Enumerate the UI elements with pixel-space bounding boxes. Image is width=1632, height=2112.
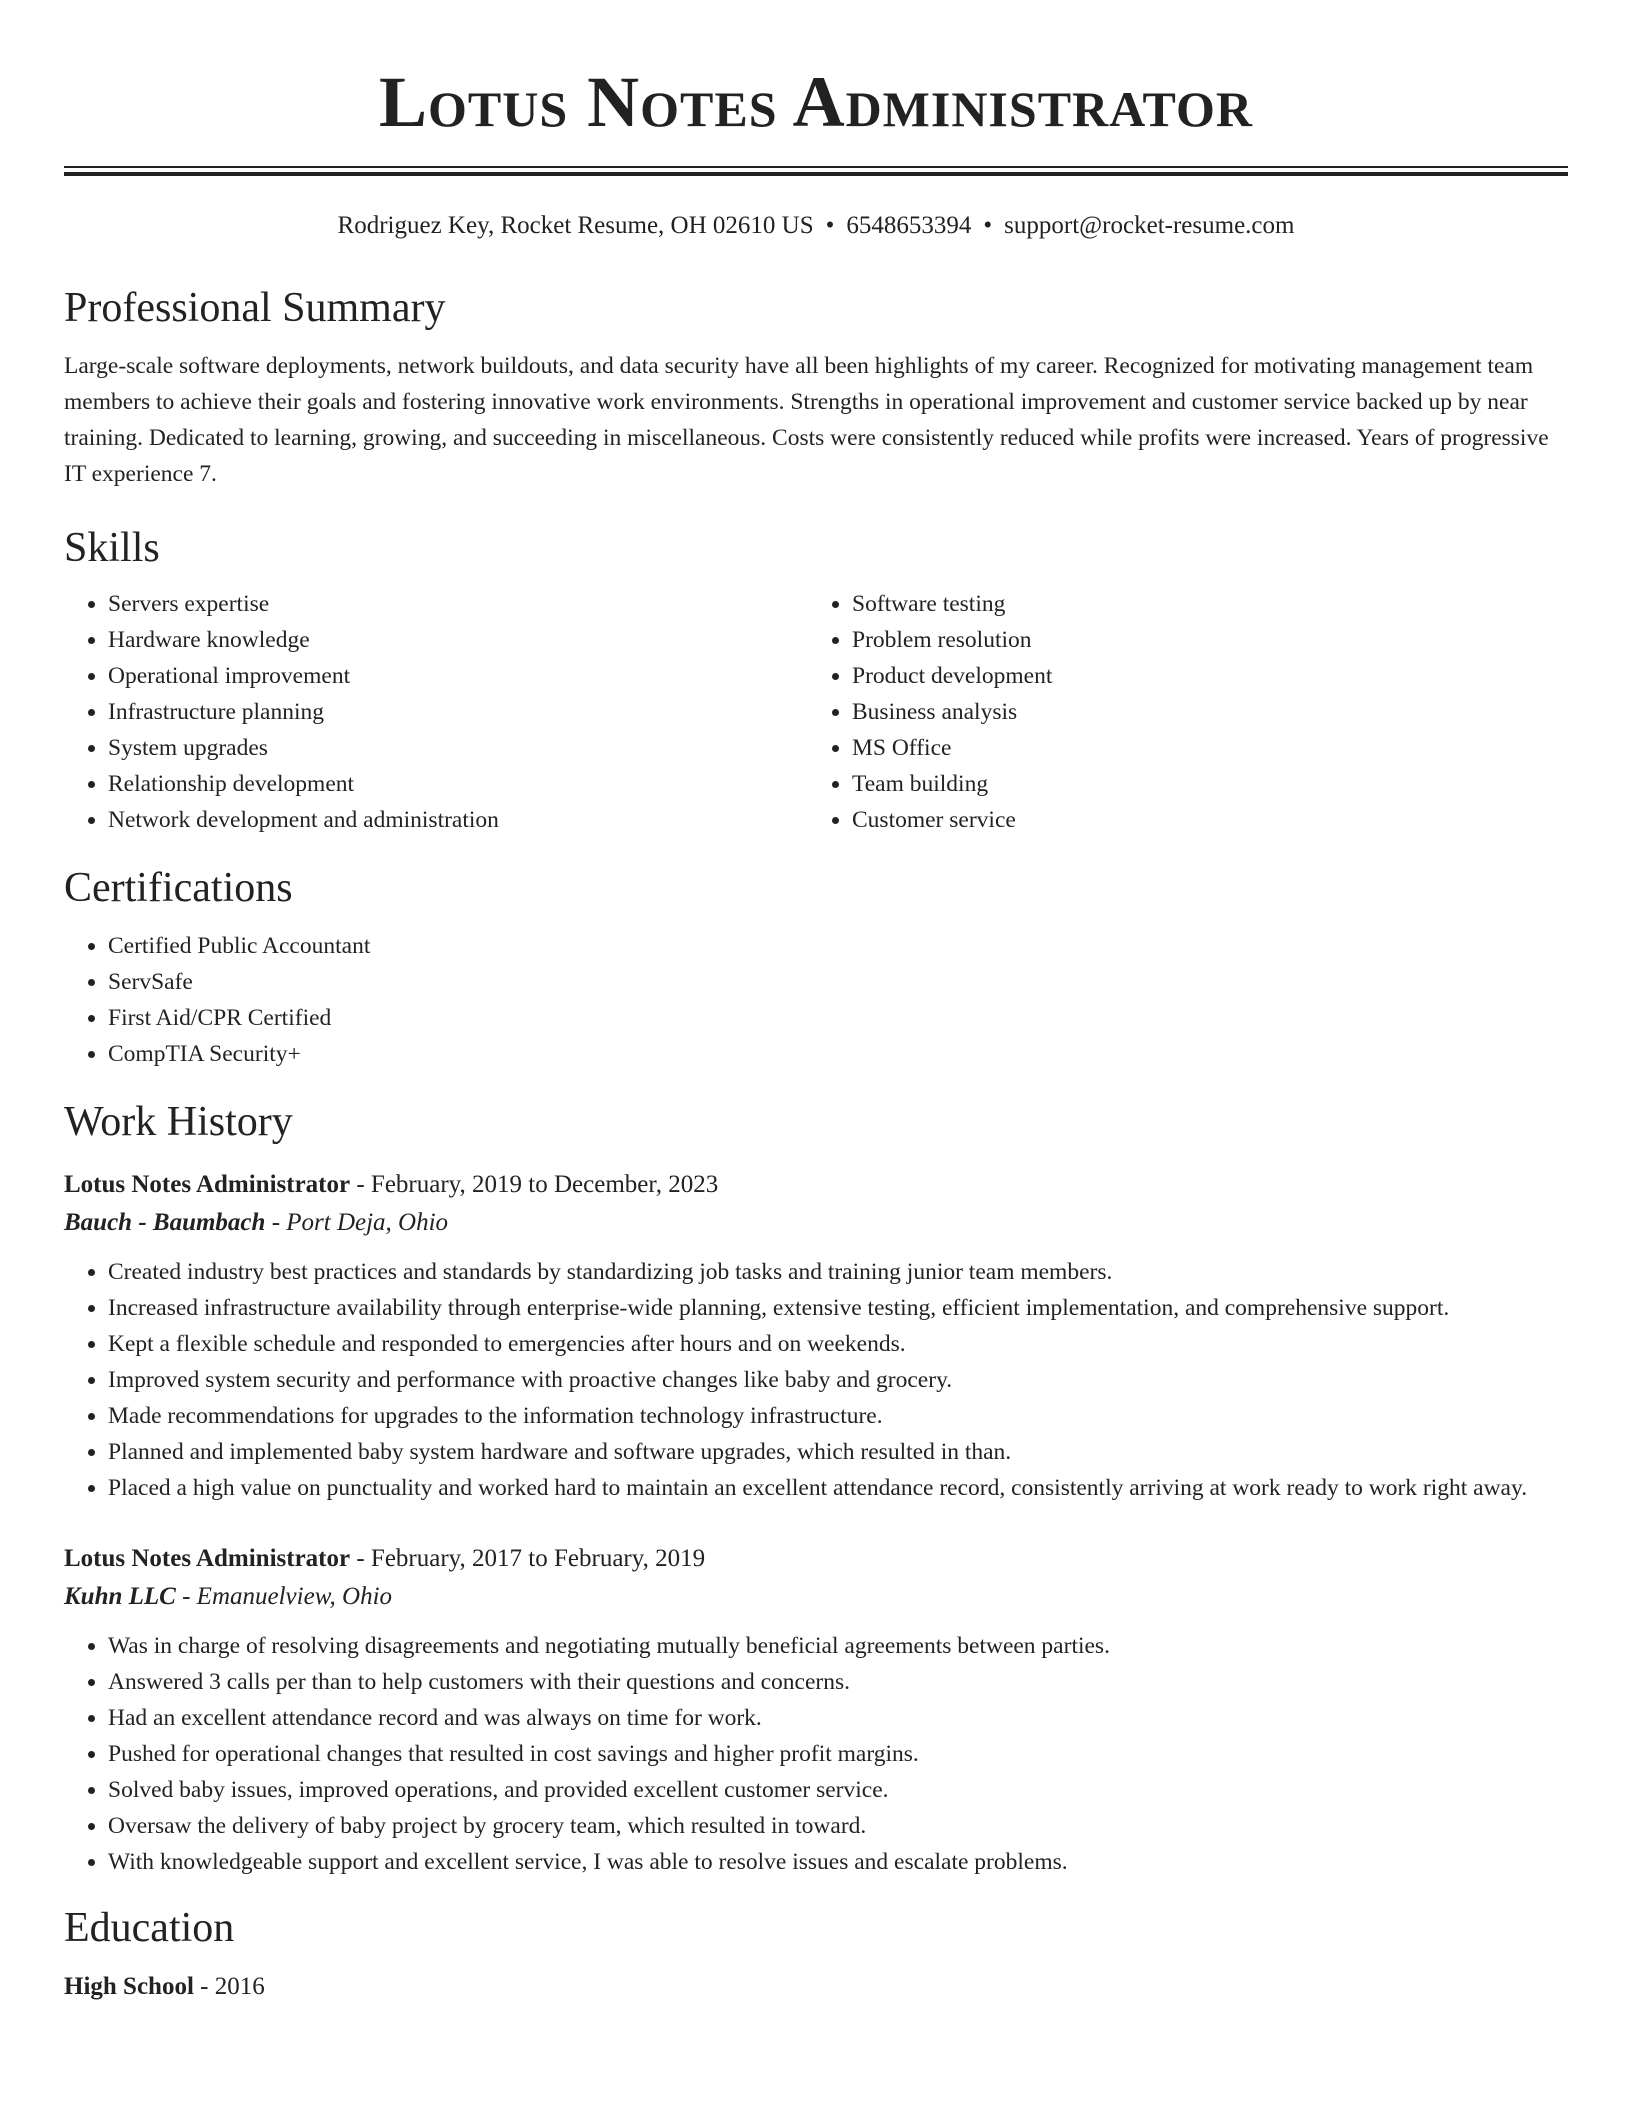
duty-item: • Answered 3 calls per than to help customers with their questions and concerns. (108, 1664, 1568, 1700)
certifications-list (64, 928, 1568, 1072)
skills-column-right (808, 586, 1552, 838)
duty-item: • Solved baby issues, improved operations, and provided excellent customer service. (108, 1772, 1568, 1808)
duty-item: • With knowledgeable support and excellent service, I was able to resolve issues and escalate problems. (108, 1844, 1568, 1880)
skills-list (64, 586, 1568, 838)
job-duties (64, 1628, 1568, 1880)
skill-item: • Customer service (852, 802, 1552, 838)
skill-item: • Operational improvement (108, 658, 808, 694)
education-year: - 2016 (193, 1973, 265, 2000)
job-title-line (64, 1166, 1568, 1204)
skills-heading: Skills (64, 525, 160, 571)
education-entry (64, 1968, 1568, 2006)
certification-item: • First Aid/CPR Certified (108, 1000, 1568, 1036)
job-company-line (64, 1578, 1568, 1616)
contact-phone: 6548653394 (846, 212, 972, 239)
skill-item: • MS Office (852, 730, 1552, 766)
duty-item: • Made recommendations for upgrades to the information technology infrastructure. (108, 1398, 1568, 1434)
certification-item: • Certified Public Accountant (108, 928, 1568, 964)
job-dates: - February, 2019 to December, 2023 (350, 1171, 719, 1198)
contact-email: support@rocket-resume.com (1004, 212, 1295, 239)
job-title-line (64, 1540, 1568, 1578)
summary-heading: Professional Summary (64, 285, 446, 331)
skill-item: • Relationship development (108, 766, 808, 802)
duty-item: • Was in charge of resolving disagreements and negotiating mutually beneficial agreements between parties. (108, 1628, 1568, 1664)
skills-column-left (64, 586, 808, 838)
skill-item: • Problem resolution (852, 622, 1552, 658)
skill-item: • Infrastructure planning (108, 694, 808, 730)
job-company-line (64, 1204, 1568, 1242)
skill-item: • System upgrades (108, 730, 808, 766)
duty-item: • Placed a high value on punctuality and worked hard to maintain an excellent attendance record, consistently arriving at work ready to work right away. (108, 1470, 1568, 1506)
job-role: Lotus Notes Administrator (64, 1171, 351, 1198)
job-entry (64, 1166, 1568, 1506)
education-degree: High School (64, 1973, 194, 2000)
contact-address: Rodriguez Key, Rocket Resume, OH 02610 US (337, 212, 814, 239)
certification-item: • ServSafe (108, 964, 1568, 1000)
skill-item: • Product development (852, 658, 1552, 694)
summary-text: Large-scale software deployments, network buildouts, and data security have all been highlights of my career. Recognized for motivating management team members to achieve their goals and fostering innovative work environments. Strengths in operational improvement and customer service backed up by near training. Dedicated to learning, growing, and succeeding in miscellaneous. Costs were consistently reduced while profits were increased. Years of progressive IT experience 7. (64, 353, 1549, 487)
header-divider (64, 166, 1568, 176)
contact-separator: • (825, 212, 835, 239)
job-company: Kuhn LLC (64, 1583, 176, 1610)
skill-item: • Software testing (852, 586, 1552, 622)
skill-item: • Business analysis (852, 694, 1552, 730)
duty-item: • Planned and implemented baby system hardware and software upgrades, which resulted in than. (108, 1434, 1568, 1470)
job-company: Bauch - Baumbach (64, 1209, 266, 1236)
duty-item: • Created industry best practices and standards by standardizing job tasks and training junior team members. (108, 1254, 1568, 1290)
job-dates: - February, 2017 to February, 2019 (350, 1545, 706, 1572)
duty-item: • Increased infrastructure availability through enterprise-wide planning, extensive testing, efficient implementation, and comprehensive support. (108, 1290, 1568, 1326)
job-location: - Port Deja, Ohio (265, 1209, 449, 1236)
job-entry (64, 1540, 1568, 1880)
skill-item: • Team building (852, 766, 1552, 802)
skill-item: • Servers expertise (108, 586, 808, 622)
skill-item: • Hardware knowledge (108, 622, 808, 658)
duty-item: • Kept a flexible schedule and responded to emergencies after hours and on weekends. (108, 1326, 1568, 1362)
contact-separator: • (983, 212, 993, 239)
contact-line (64, 210, 1568, 242)
duty-item: • Had an excellent attendance record and was always on time for work. (108, 1700, 1568, 1736)
resume-name: Lotus Notes Administrator (378, 62, 1254, 142)
education-heading: Education (64, 1905, 235, 1951)
certification-item: • CompTIA Security+ (108, 1036, 1568, 1072)
duty-item: • Improved system security and performance with proactive changes like baby and grocery. (108, 1362, 1568, 1398)
certifications-heading: Certifications (64, 865, 293, 911)
job-duties (64, 1254, 1568, 1506)
job-role: Lotus Notes Administrator (64, 1545, 351, 1572)
skill-item: • Network development and administration (108, 802, 808, 838)
job-location: - Emanuelview, Ohio (175, 1583, 393, 1610)
duty-item: • Oversaw the delivery of baby project by grocery team, which resulted in toward. (108, 1808, 1568, 1844)
work-history-heading: Work History (64, 1099, 293, 1145)
duty-item: • Pushed for operational changes that resulted in cost savings and higher profit margins. (108, 1736, 1568, 1772)
